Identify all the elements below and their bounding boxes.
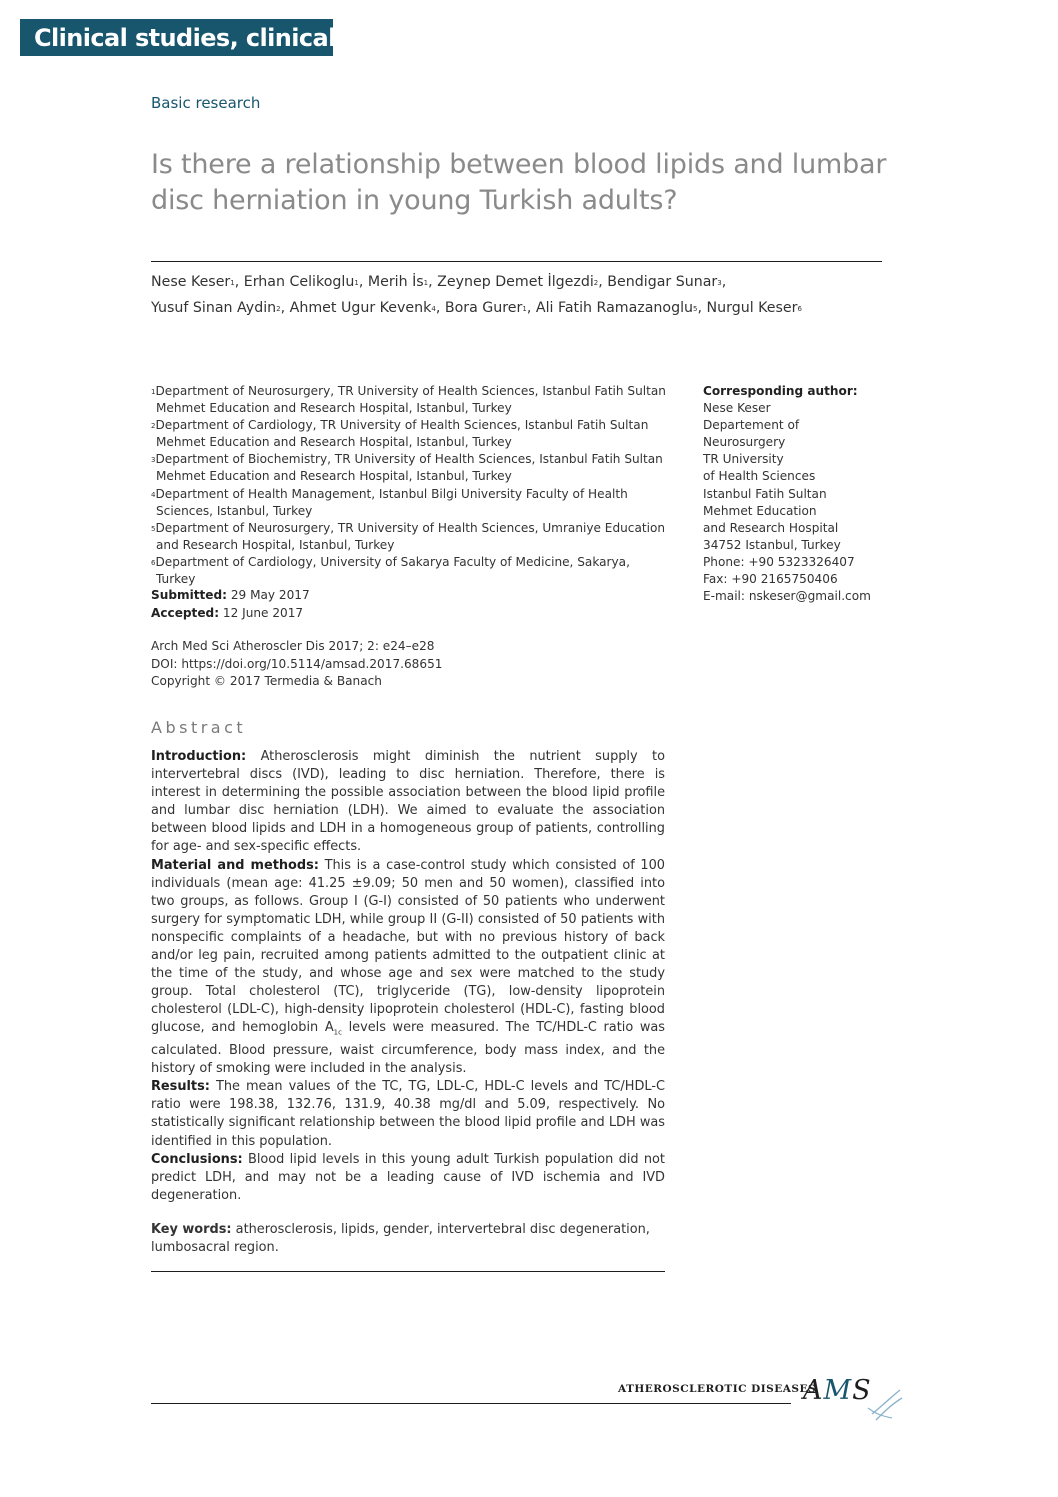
affiliation-number: 6: [151, 558, 156, 567]
affiliation-line: Mehmet Education and Research Hospital, Istanbul, Turkey: [156, 435, 512, 450]
author-name: Nese Keser: [151, 274, 231, 290]
affiliation-line: and Research Hospital, Istanbul, Turkey: [156, 537, 395, 552]
affiliation-item: [151, 554, 671, 588]
corresponding-line: and Research Hospital: [703, 520, 839, 535]
affiliation-number: 2: [151, 422, 156, 431]
results-text: The mean values of the TC, TG, LDL-C, HDL-C levels and TC/HDL-C ratio were 198.38, 132.76, 131.9, 40.38 mg/dl and 5.09, respectively. No statistically significant relationship between the blood lipid profile and LDH was identified in this population.: [151, 1079, 665, 1149]
category-banner: Clinical studies, clinical trial: [20, 19, 333, 56]
title-divider: [151, 261, 882, 262]
submitted-label: Submitted:: [151, 588, 227, 602]
author-name: Bendigar Sunar: [607, 274, 718, 290]
affiliation-number: 4: [151, 490, 156, 499]
keywords-label: Key words:: [151, 1222, 232, 1237]
author-affiliation-number: 2: [593, 279, 599, 287]
author-affiliation-number: 4: [431, 305, 436, 313]
author-affiliation-number: 2: [276, 305, 281, 313]
hba1c-subscript: 1c: [333, 1028, 342, 1037]
author-separator: ,: [234, 274, 244, 290]
abstract-body: [151, 748, 665, 1205]
corresponding-line: Istanbul Fatih Sultan: [703, 486, 827, 501]
author-affiliation-number: 3: [717, 279, 722, 287]
abstract-conclusions: [151, 1151, 665, 1205]
accepted-label: Accepted:: [151, 605, 220, 620]
corresponding-author: [703, 383, 903, 605]
affiliation-item: [151, 486, 671, 520]
methods-text-continued: levels were measured. The TC/HDL-C ratio was calculated. Blood pressure, waist circumference, body mass index, and the history of smoking were included in the analysis.: [151, 1020, 665, 1077]
affiliation-line: Mehmet Education and Research Hospital, Istanbul, Turkey: [156, 401, 512, 416]
keywords-text: atherosclerosis, lipids, gender, intervertebral disc degeneration, lumbosacral region.: [151, 1222, 650, 1256]
affiliation-number: 3: [151, 456, 156, 465]
corresponding-line: TR University: [703, 452, 784, 467]
author-name: Ali Fatih Ramazanoglu: [535, 300, 694, 316]
author-affiliation-number: 5: [693, 305, 698, 313]
author-affiliation-number: 1: [522, 305, 527, 313]
conclusions-label: Conclusions:: [151, 1151, 243, 1167]
affiliation-item: [151, 451, 671, 485]
author-separator: ,: [598, 274, 608, 290]
introduction-text: Atherosclerosis might diminish the nutrient supply to intervertebral discs (IVD), leading to disc herniation. Therefore, there is interest in determining the possible association between the blood lipid profile and lumbar disc herniation (LDH). We aimed to evaluate the association between blood lipids and LDH in a homogeneous group of patients, controlling for age- and sex-specific effects.: [151, 749, 665, 855]
author-line: [151, 269, 891, 295]
section-label: Basic research: [151, 94, 261, 112]
corresponding-line: 34752 Istanbul, Turkey: [703, 537, 841, 552]
ams-ribbon-icon: [862, 1384, 904, 1424]
abstract-introduction: [151, 748, 665, 857]
affiliation-line: Sciences, Istanbul, Turkey: [156, 503, 313, 518]
author-separator: ,: [526, 300, 536, 316]
citation-block: [151, 638, 442, 691]
author-separator: ,: [428, 274, 438, 290]
article-dates: [151, 587, 310, 622]
accepted-value: 12 June 2017: [222, 605, 304, 620]
conclusions-text: Blood lipid levels in this young adult Turkish population did not predict LDH, and may not be a leading cause of IVD ischemia and IVD degeneration.: [151, 1151, 665, 1203]
affiliation-item: [151, 520, 671, 554]
journal-name: ATHEROSCLEROTIC DISEASES: [618, 1383, 817, 1395]
results-label: Results:: [151, 1079, 210, 1095]
author-affiliation-number: 1: [423, 279, 429, 287]
abstract-results: [151, 1078, 665, 1150]
affiliation-line: Department of Cardiology, TR University of Health Sciences, Istanbul Fatih Sultan: [155, 418, 649, 433]
abstract-methods: [151, 857, 665, 1079]
doi-link[interactable]: DOI: https://doi.org/10.5114/amsad.2017.68651: [151, 656, 443, 671]
copyright: Copyright © 2017 Termedia & Banach: [151, 674, 382, 688]
affiliation-line: Department of Neurosurgery, TR University of Health Sciences, Umraniye Education: [155, 520, 666, 535]
methods-label: Material and methods:: [151, 857, 319, 873]
author-list: [151, 269, 891, 321]
affiliation-line: Department of Neurosurgery, TR University of Health Sciences, Istanbul Fatih Sultan: [155, 384, 666, 398]
affiliation-number: 5: [151, 524, 156, 533]
affiliation-line: Department of Biochemistry, TR University of Health Sciences, Istanbul Fatih Sultan: [155, 452, 663, 467]
corresponding-line: of Health Sciences: [703, 469, 816, 484]
corresponding-line: Neurosurgery: [703, 435, 786, 450]
author-separator: ,: [358, 274, 368, 290]
author-separator: ,: [697, 300, 707, 316]
footer-divider: [151, 1403, 791, 1404]
author-name: Yusuf Sinan Aydin: [151, 300, 277, 316]
journal-citation: Arch Med Sci Atheroscler Dis 2017; 2: e24–e28: [151, 639, 435, 653]
submitted-date: [151, 587, 310, 605]
corresponding-line: Nese Keser: [703, 401, 771, 416]
corresponding-fax: Fax: +90 2165750406: [703, 572, 838, 587]
author-affiliation-number: 1: [354, 279, 359, 287]
affiliation-item: [151, 383, 671, 417]
logo-letter-s: S: [852, 1375, 872, 1406]
author-name: Ahmet Ugur Kevenk: [289, 300, 432, 316]
affiliation-list: [151, 383, 671, 588]
logo-letter-m: M: [823, 1375, 853, 1406]
keywords: [151, 1221, 665, 1257]
abstract-divider: [151, 1271, 665, 1272]
author-name: Nurgul Keser: [706, 300, 798, 316]
author-separator: ,: [280, 300, 290, 316]
article-title: Is there a relationship between blood lipids and lumbar disc herniation in young Turkish adults?: [151, 149, 887, 216]
author-name: Zeynep Demet İlgezdi: [437, 274, 594, 290]
corresponding-author-heading: Corresponding author:: [703, 384, 858, 398]
author-name: Merih İs: [367, 274, 424, 290]
accepted-date: [151, 605, 310, 623]
corresponding-line: Departement of: [703, 418, 800, 433]
introduction-label: Introduction:: [151, 749, 247, 764]
abstract-heading: Abstract: [151, 718, 247, 737]
author-name: Bora Gurer: [444, 300, 523, 316]
affiliation-line: Department of Health Management, Istanbul Bilgi University Faculty of Health: [155, 486, 628, 501]
author-separator: ,: [435, 300, 445, 316]
logo-letter-a: A: [803, 1375, 824, 1406]
corresponding-line: Mehmet Education: [703, 503, 817, 518]
corresponding-phone: Phone: +90 5323326407: [703, 554, 855, 569]
author-name: Erhan Celikoglu: [243, 274, 355, 290]
affiliation-line: Mehmet Education and Research Hospital, Istanbul, Turkey: [156, 469, 512, 484]
corresponding-email[interactable]: E-mail: nskeser@gmail.com: [703, 589, 871, 604]
author-line: [151, 295, 891, 321]
methods-text: This is a case-control study which consisted of 100 individuals (mean age: 41.25 ±9.09; 50 men and 50 women), classified into two groups, as follows. Group I (G-I) consisted of 50 patients who underwent surgery for symptomatic LDH, while group II (G-II) consisted of 50 patients with nonspecific complaints of a headache, but with no previous history of back and/or leg pain, recruited among patients admitted to the outpatient clinic at the time of the study, and whose age and sex were matched to the study group. Total cholesterol (TC), triglyceride (TG), low-density lipoprotein cholesterol (LDL-C), high-density lipoprotein cholesterol (HDL-C), fasting blood glucose, and hemoglobin A: [151, 857, 666, 1036]
affiliation-item: [151, 417, 671, 451]
author-affiliation-number: 1: [230, 279, 235, 287]
submitted-value: 29 May 2017: [230, 588, 310, 602]
affiliation-number: 1: [151, 388, 156, 396]
author-separator: ,: [721, 274, 727, 290]
author-affiliation-number: 6: [797, 305, 802, 313]
affiliation-line: Department of Cardiology, University of Sakarya Faculty of Medicine, Sakarya, Turkey: [155, 554, 630, 587]
